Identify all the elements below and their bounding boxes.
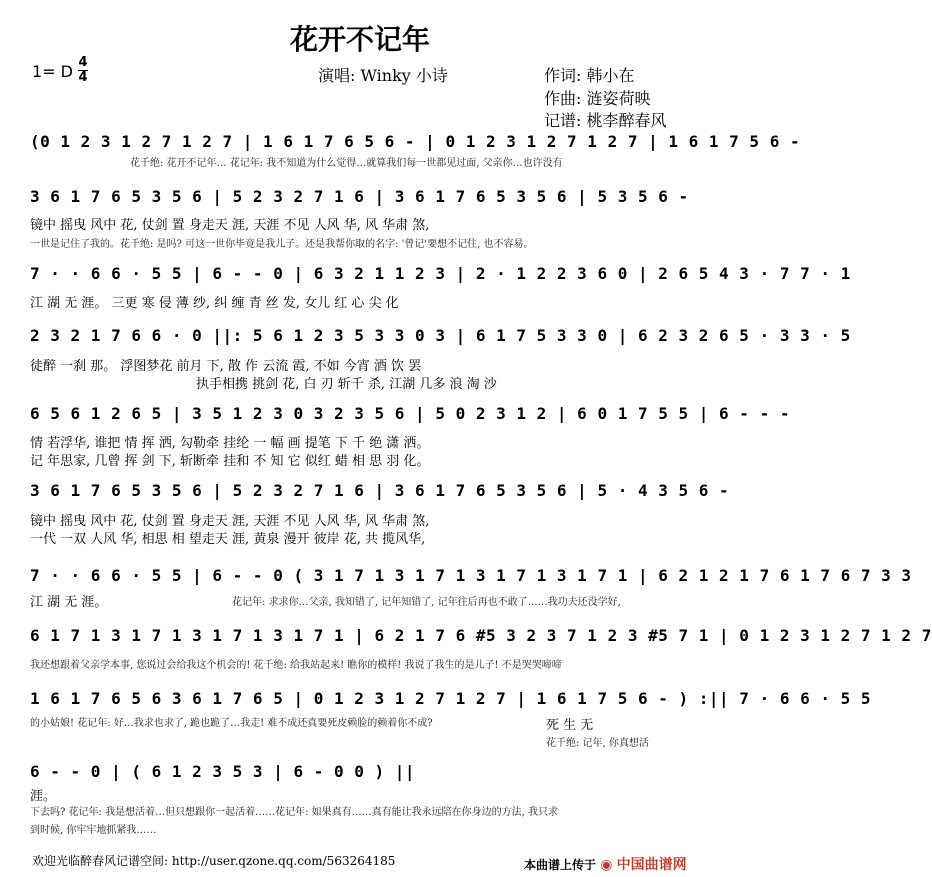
lyric-line: 江 湖 无 涯。 <box>30 595 108 610</box>
time-signature <box>78 56 88 85</box>
site-logo-icon: ◉ <box>600 857 613 873</box>
site-brand: 中国曲谱网 <box>616 857 687 873</box>
dialog-line: 下去吗? 花记年: 我是想活着…但只想跟你一起活着……花记年: 如果真有……真有能让我永远陪在你身边的方法, 我只求 <box>30 807 558 818</box>
lyric-line: 镜中 摇曳 风中 花, 仗剑 置 身走天 涯, 天涯 不见 人风 华, 风 华肃 煞, <box>30 514 430 529</box>
lyricist-credit: 作词: 韩小在 <box>544 66 635 85</box>
lyric-line: 死 生 无 <box>546 718 594 733</box>
dialog-line: 我还想跟着父亲学本事, 您说过会给我这个机会的! 花千绝: 给我站起来! 瞧你的模样! 我说了我生的是儿子! 不是哭哭啼啼 <box>30 660 562 671</box>
footer-link[interactable]: 欢迎光临醉春风记谱空间: http://user.qzone.qq.com/563264185 <box>32 854 396 868</box>
notation-line: 7 · · 6 6 · 5 5 | 6 - - 0 ( 3 1 7 1 3 1 7 1 3 1 7 1 3 1 7 1 | 6 2 1 2 1 7 6 1 7 6 7 3 3 <box>30 566 912 585</box>
lyric-line-2: 一代 一双 人风 华, 相思 相 望走天 涯, 黄泉 漫开 彼岸 花, 共 揽风华, <box>30 532 426 547</box>
lyric-line: 江 湖 无 涯。 三更 寒 侵 薄 纱, 纠 缠 青 丝 发, 女儿 红 心 尖 化 <box>30 296 399 311</box>
notation-line: 6 - - 0 | ( 6 1 2 3 5 3 | 6 - 0 0 ) || <box>30 762 416 781</box>
lyric-line: 镜中 摇曳 风中 花, 仗剑 置 身走天 涯, 天涯 不见 人风 华, 风 华肃 煞, <box>30 218 430 233</box>
notation-line: 6 1 7 1 3 1 7 1 3 1 7 1 3 1 7 1 | 6 2 1 7 6 #5 3 2 3 7 1 2 3 #5 7 1 | 0 1 2 3 1 2 7 1 2 7 <box>30 626 932 645</box>
footer-upload-note <box>524 854 687 874</box>
notation-line: 6 5 6 1 2 6 5 | 3 5 1 2 3 0 3 2 3 5 6 | 5 0 2 3 1 2 | 6 0 1 7 5 5 | 6 - - - <box>30 404 790 423</box>
dialog-line: 花记年: 求求你…父亲, 我知错了, 记年知错了, 记年往后再也不敢了……我功夫还没学好, <box>232 597 621 608</box>
dialog-line-2: 到时候, 你牢牢地抓紧我…… <box>30 825 157 836</box>
notation-line: 3 6 1 7 6 5 3 5 6 | 5 2 3 2 7 1 6 | 3 6 1 7 6 5 3 5 6 | 5 · 4 3 5 6 - <box>30 481 730 500</box>
dialog-line: 的小姑娘! 花记年: 好…我求也求了, 跪也跪了…我走! 难不成还真要死皮赖脸的赖着你不成? <box>30 718 433 729</box>
notation-line: (0 1 2 3 1 2 7 1 2 7 | 1 6 1 7 6 5 6 - | 0 1 2 3 1 2 7 1 2 7 | 1 6 1 7 5 6 - <box>30 132 801 151</box>
upload-label: 本曲谱上传于 <box>524 858 597 872</box>
dialog-line-2: 花千绝: 记年, 你真想活 <box>546 738 649 749</box>
page-title: 花开不记年 <box>289 23 430 56</box>
key-signature: 1= D <box>32 62 73 81</box>
dialog-line: 花千绝: 花开不记年… 花记年: 我不知道为什么觉得…就算我们每一世都见过面, 父亲你…也许没有 <box>130 158 563 169</box>
lyric-line-2: 执手相携 挑剑 花, 白 刃 斩千 杀, 江湖 几多 浪 淘 沙 <box>196 377 497 392</box>
notation-line: 3 6 1 7 6 5 3 5 6 | 5 2 3 2 7 1 6 | 3 6 1 7 6 5 3 5 6 | 5 3 5 6 - <box>30 187 689 206</box>
lyric-line: 涯。 <box>30 789 57 804</box>
lyric-line: 徒醉 一刹 那。 浮图梦花 前月 下, 散 作 云流 霞, 不如 今宵 酒 饮 罢 <box>30 359 422 374</box>
lyric-line: 情 若浮华, 谁把 情 挥 洒, 勾勒牵 挂纶 一 幅 画 提笔 下 千 绝 潇 洒。 <box>30 436 430 451</box>
composer-credit: 作曲: 涟姿荷映 <box>544 89 651 108</box>
dialog-line: 一世是记住了我的。花千绝: 是吗? 可这一世你毕竟是我儿子。还是我帮你取的名字: '曾记'要想不记住, 也不容易。 <box>30 239 534 250</box>
notation-line: 1 6 1 7 6 5 6 3 6 1 7 6 5 | 0 1 2 3 1 2 7 1 2 7 | 1 6 1 7 5 6 - ) :|| 7 · 6 6 · 5 5 <box>30 689 872 708</box>
lyric-line-2: 记 年思家, 几曾 挥 剑 下, 斩断牵 挂和 不 知 它 似红 蜡 相 思 羽 化。 <box>30 454 430 469</box>
time-signature-top: 4 <box>78 55 88 70</box>
singer-credit: 演唱: Winky 小诗 <box>318 66 448 85</box>
notation-line: 2 3 2 1 7 6 6 · 0 ||: 5 6 1 2 3 5 3 3 0 3 | 6 1 7 5 3 3 0 | 6 2 3 2 6 5 · 3 3 · 5 <box>30 326 851 345</box>
notation-line: 7 · · 6 6 · 5 5 | 6 - - 0 | 6 3 2 1 1 2 3 | 2 · 1 2 2 3 6 0 | 2 6 5 4 3 · 7 7 · 1 <box>30 264 851 283</box>
time-signature-bottom: 4 <box>78 70 88 85</box>
transcriber-credit: 记谱: 桃李醉春风 <box>544 111 667 130</box>
